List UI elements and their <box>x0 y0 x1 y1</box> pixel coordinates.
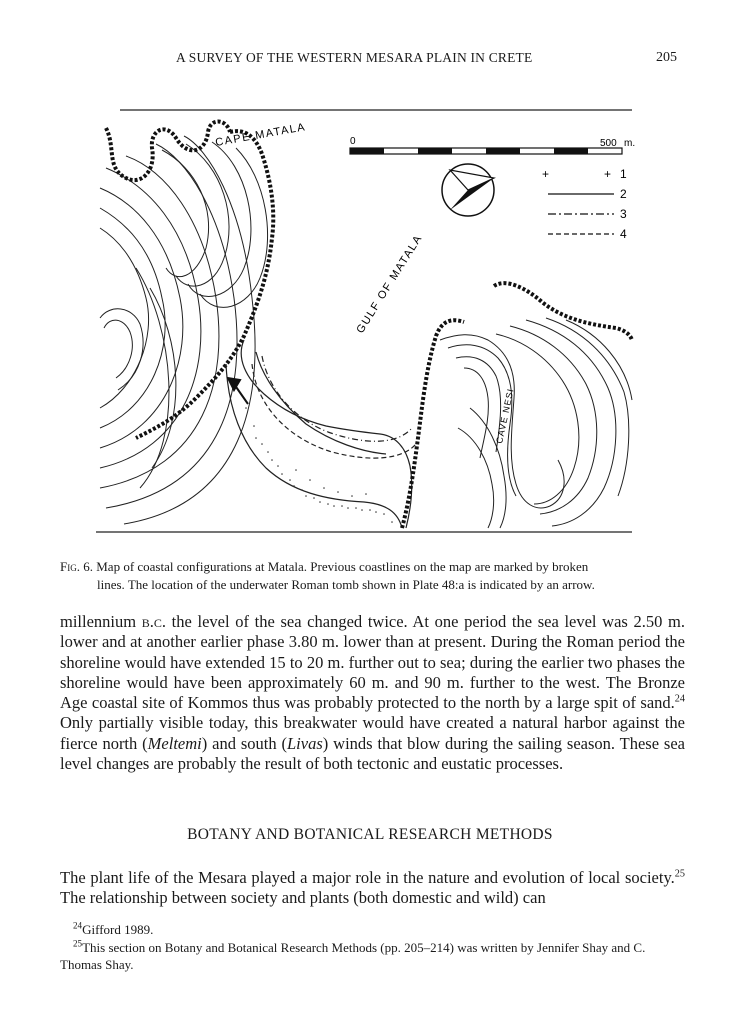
footnote-24-number: 24 <box>73 920 83 931</box>
cape-matala-label: CAPE MATALA <box>214 121 308 149</box>
caption-line-2: lines. The location of the underwater Roman tomb shown in Plate 48:a is indicated by an arrow. <box>97 577 595 592</box>
para1-meltemi: Meltemi <box>147 733 202 753</box>
running-head: A SURVEY OF THE WESTERN MESARA PLAIN IN CRETE <box>176 50 533 65</box>
coastal-map <box>96 108 636 536</box>
legend-number-3: 3 <box>620 207 627 221</box>
caption-label: Fig. 6. <box>60 559 93 574</box>
footnote-25 <box>60 939 685 973</box>
para1-text-2: the level of the sea changed twice. At one period the sea level was 2.50 m. lower and at another earlier phase 3.80 m. lower than at present. During the Roman period the shoreline would have extended 15 to 20 m. further out to sea; during the earlier two phases the shoreline would have been approximately 60 m. and 90 m. further to the west. The Bronze Age coastal site of Kommos thus was probably protected to the north by a large spit of sand. <box>60 612 685 713</box>
scale-bar <box>350 136 635 154</box>
para2-text-2: The relationship between society and plants (both domestic and wild) can <box>60 888 546 908</box>
body-paragraph-1 <box>60 612 685 774</box>
legend-number-4: 4 <box>620 227 627 241</box>
footnote-24 <box>73 921 698 938</box>
para1-livas: Livas <box>287 733 323 753</box>
footnote-25-number: 25 <box>73 938 83 949</box>
para1-text-3: Only partially visible today, this breakwater would have created a natural harbor against the fierce north ( <box>60 713 685 753</box>
figure-caption <box>60 558 685 594</box>
body-paragraph-2 <box>60 868 685 909</box>
cave-nesi-label: CAVE NESI <box>494 387 516 445</box>
footnote-ref-25[interactable]: 25 <box>674 868 685 880</box>
scale-end-label: 500 <box>600 138 617 149</box>
eastern-shoreline <box>402 283 632 528</box>
legend-number-2: 2 <box>620 187 627 201</box>
section-heading: BOTANY AND BOTANICAL RESEARCH METHODS <box>187 826 553 843</box>
previous-coastlines <box>252 356 416 458</box>
western-contours <box>100 136 268 524</box>
north-arrow-icon <box>442 164 494 216</box>
scale-unit-label: m. <box>624 138 636 149</box>
legend <box>542 167 627 241</box>
para1-bc: b.c. <box>141 612 167 631</box>
western-shoreline <box>106 122 273 439</box>
caption-line-1: Map of coastal configurations at Matala. Previous coastlines on the map are marked by broken <box>96 559 589 574</box>
footnote-24-text: Gifford 1989. <box>82 922 154 937</box>
footnote-ref-24[interactable]: 24 <box>674 693 685 705</box>
footnote-25-text: This section on Botany and Botanical Research Methods (pp. 205–214) was written by Jennifer Shay and C. Thomas Shay. <box>60 940 646 972</box>
eastern-contours <box>440 318 632 528</box>
para1-text-4: ) and south ( <box>201 733 287 753</box>
page-number: 205 <box>656 50 677 65</box>
para1-text-5: ) winds that blow during the sailing season. These sea level changes are probably the result of both tectonic and eustatic processes. <box>60 733 685 774</box>
svg-text:+: + <box>604 167 612 181</box>
legend-number-1: 1 <box>620 167 627 181</box>
para1-text-1: millennium <box>60 612 142 631</box>
svg-text:+: + <box>542 167 550 181</box>
bay-shoreline <box>226 340 412 528</box>
gulf-of-matala-label: GULF OF MATALA <box>354 232 426 336</box>
para2-text-1: The plant life of the Mesara played a major role in the nature and evolution of local society. <box>60 868 675 887</box>
coastal-map-figure <box>96 108 636 536</box>
scale-start-label: 0 <box>350 136 356 147</box>
